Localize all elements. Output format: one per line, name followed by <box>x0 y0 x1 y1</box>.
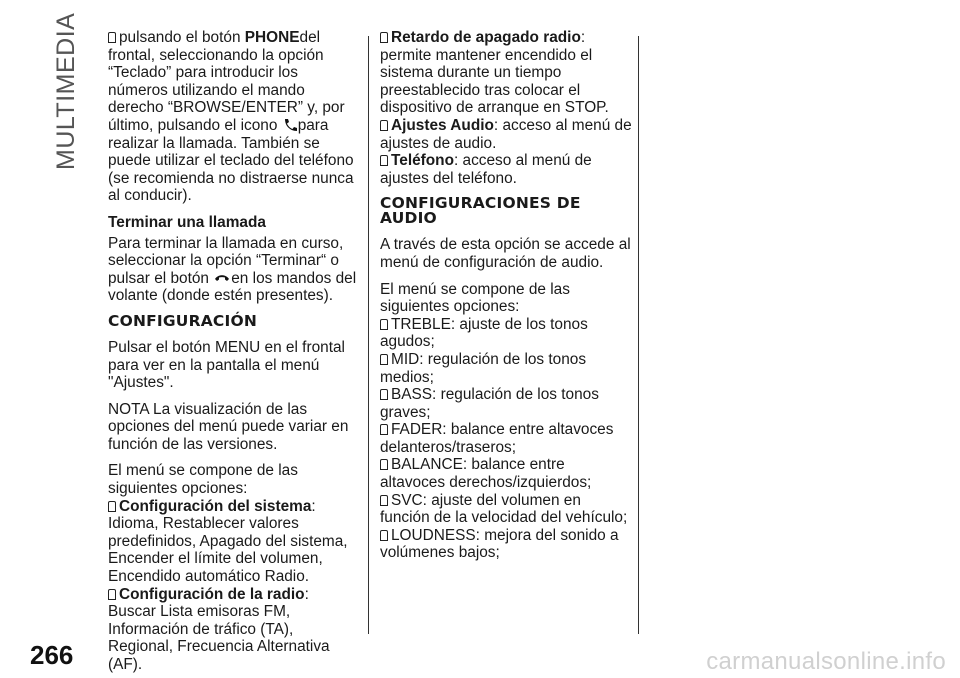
list-item: LOUDNESS: mejora del sonido a volúmenes bajos; <box>380 526 619 562</box>
bullet-icon <box>380 389 388 400</box>
right-column <box>380 29 632 562</box>
bullet-icon <box>380 354 388 365</box>
bullet-icon <box>380 495 388 506</box>
audio-intro-paragraph: A través de esta opción se accede al menú de configuración de audio. <box>380 236 631 271</box>
config-paragraph-menu: Pulsar el botón MENU en el frontal para ver en la pantalla el menú "Ajustes". <box>108 338 345 392</box>
option-radio-config: Configuración de la radio: Buscar Lista emisoras FM, Información de tráfico (TA), Regional, Frecuencia Alternativa (AF). <box>108 585 330 673</box>
bullet-icon <box>108 501 116 512</box>
audio-config-heading: CONFIGURACIONES DE AUDIO <box>380 194 581 228</box>
option-phone-settings: Teléfono: acceso al menú de ajustes del teléfono. <box>380 152 592 187</box>
list-item: TREBLE: ajuste de los tonos agudos; <box>380 315 588 351</box>
option-audio-settings: Ajustes Audio: acceso al menú de ajustes de audio. <box>380 116 632 152</box>
section-label: MULTIMEDIA <box>52 12 80 170</box>
bullet-icon <box>380 120 388 131</box>
end-call-heading: Terminar una llamada <box>108 213 266 231</box>
bullet-icon <box>380 155 388 166</box>
bullet-icon <box>380 319 388 330</box>
bullet-icon <box>380 530 388 541</box>
bullet-icon <box>380 459 388 470</box>
bullet-icon <box>380 32 388 43</box>
list-item: SVC: ajuste del volumen en función de la velocidad del vehículo; <box>380 491 628 527</box>
config-options-intro: El menú se compone de las siguientes opciones: <box>108 462 298 498</box>
option-system-config: Configuración del sistema: Idioma, Restablecer valores predefinidos, Apagado del sistema, Encender el límite del volumen, Encendido automático Radio. <box>108 497 348 586</box>
list-item: BALANCE: balance entre altavoces derechos/izquierdos; <box>380 456 592 492</box>
bullet-icon <box>108 32 116 43</box>
list-item: FADER: balance entre altavoces delanteros/traseros; <box>380 421 614 456</box>
bullet-icon <box>108 589 116 600</box>
column-divider-left <box>368 36 369 634</box>
audio-options-intro: El menú se compone de las siguientes opciones: <box>380 280 570 316</box>
column-divider-right <box>638 36 639 634</box>
watermark-text: carmanualsonline.info <box>706 648 946 675</box>
hang-up-icon <box>213 271 231 285</box>
audio-options-list <box>380 316 632 562</box>
phone-button-label: PHONE <box>244 29 300 46</box>
end-call-paragraph: Para terminar la llamada en curso, seleccionar la opción “Terminar“ o pulsar el botón en los mandos del volante (donde estén presentes). <box>108 234 357 305</box>
config-heading: CONFIGURACIÓN <box>108 311 258 330</box>
phone-call-icon <box>282 118 298 132</box>
list-item: MID: regulación de los tonos medios; <box>380 350 587 386</box>
option-radio-delay: Retardo de apagado radio: permite mantener encendido el sistema durante un tiempo preestablecido tras colocar el dispositivo de arranque en STOP. <box>380 29 609 117</box>
config-note: NOTA La visualización de las opciones del menú puede variar en función de las versiones. <box>108 400 349 453</box>
page-number: 266 <box>30 640 74 670</box>
phone-intro-paragraph: pulsando el botón PHONEdel frontal, seleccionando la opción “Teclado” para introducir los números utilizando el mando derecho “BROWSE/ENTER” y, por último, pulsando el icono para realizar la llamada. También se puede utilizar el teclado del teléfono (se recomienda no distraerse nunca al conducir). <box>108 29 354 205</box>
bullet-icon <box>380 424 388 435</box>
left-column <box>108 29 360 674</box>
section-sidebar <box>52 12 92 178</box>
list-item: BASS: regulación de los tonos graves; <box>380 386 599 421</box>
